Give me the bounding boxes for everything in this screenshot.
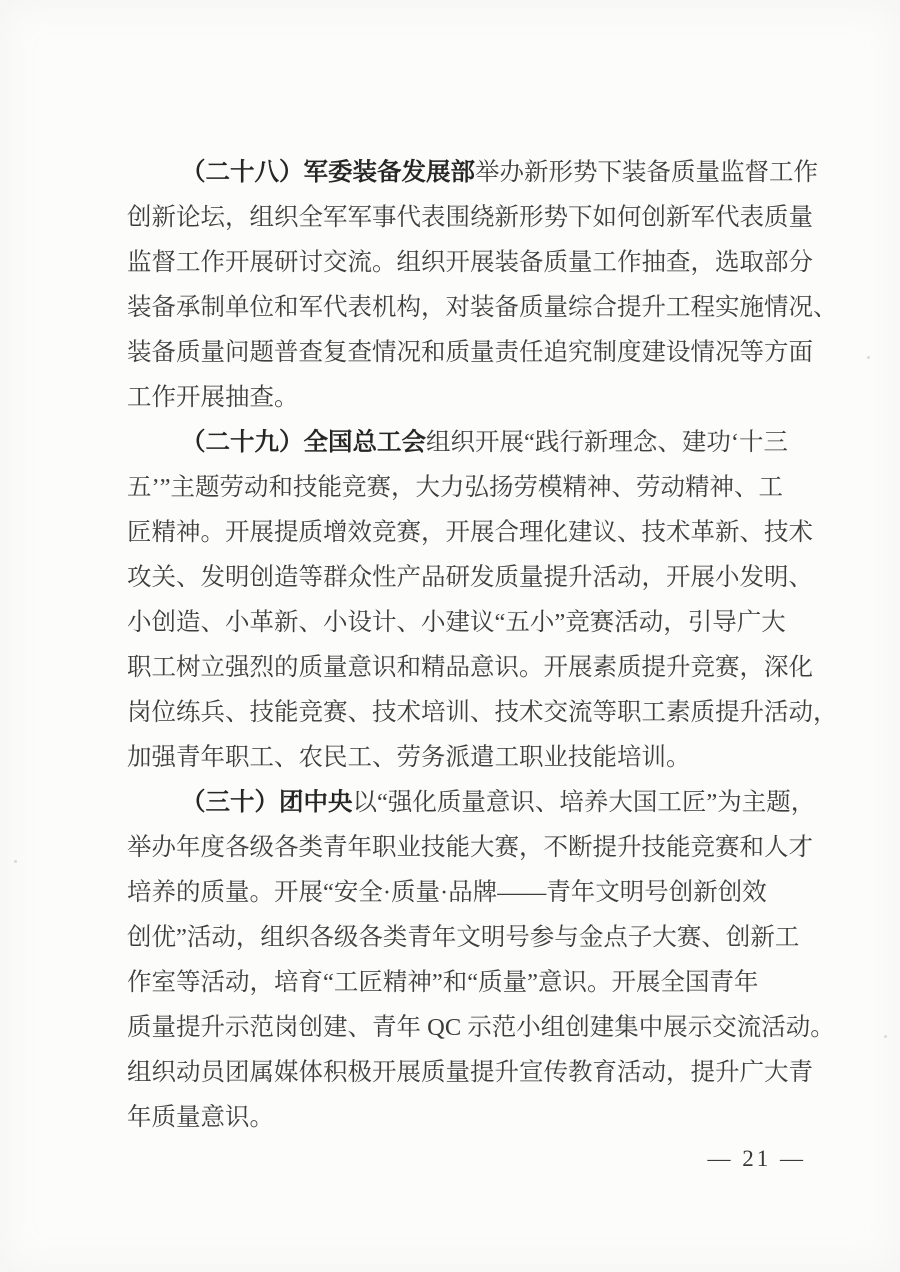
text-line: 创新论坛，组织全军军事代表围绕新形势下如何创新军代表质量 (127, 204, 813, 231)
paragraph-28-heading: （二十八）军委装备发展部 (181, 159, 475, 186)
text-line: 组织动员团属媒体积极开展质量提升宣传教育活动，提升广大青 (127, 1059, 813, 1086)
scan-speck (14, 860, 17, 863)
text-line: 岗位练兵、技能竞赛、技术培训、技术交流等职工素质提升活动， (127, 699, 838, 726)
paragraph-29-text: 组织开展“践行新理念、建功‘十三 (426, 429, 789, 456)
text-line: 培养的质量。开展“安全·质量·品牌——青年文明号创新创效 (127, 879, 767, 906)
text-line: 质量提升示范岗创建、青年 QC 示范小组创建集中展示交流活动。 (127, 1014, 835, 1041)
text-line: 年质量意识。 (127, 1104, 274, 1131)
document-body (127, 150, 838, 1140)
paragraph-28-first-line (127, 150, 819, 195)
text-line: 监督工作开展研讨交流。组织开展装备质量工作抽查，选取部分 (127, 249, 813, 276)
paragraph-30-heading: （三十）团中央 (181, 789, 353, 816)
paragraph-28-text: 举办新形势下装备质量监督工作 (475, 159, 818, 186)
text-line: 小创造、小革新、小设计、小建议“五小”竞赛活动，引导广大 (127, 609, 786, 636)
text-line: 工作开展抽查。 (127, 384, 299, 411)
text-line: 装备承制单位和军代表机构，对装备质量综合提升工程实施情况、 (127, 294, 838, 321)
scan-speck (884, 1035, 887, 1038)
paragraph-30-first-line (127, 780, 819, 825)
text-line: 攻关、发明创造等群众性产品研发质量提升活动，开展小发明、 (127, 564, 813, 591)
text-line: 举办年度各级各类青年职业技能大赛，不断提升技能竞赛和人才 (127, 834, 813, 861)
scan-speck (867, 356, 870, 359)
text-line: 加强青年职工、农民工、劳务派遣工职业技能培训。 (127, 744, 691, 771)
text-line: 五’”主题劳动和技能竞赛，大力弘扬劳模精神、劳动精神、工 (127, 474, 784, 501)
paragraph-29-heading: （二十九）全国总工会 (181, 429, 426, 456)
text-line: 匠精神。开展提质增效竞赛，开展合理化建议、技术革新、技术 (127, 519, 813, 546)
text-line: 职工树立强烈的质量意识和精品意识。开展素质提升竞赛，深化 (127, 654, 813, 681)
text-line: 装备质量问题普查复查情况和质量责任追究制度建设情况等方面 (127, 339, 813, 366)
paragraph-30-text: 以“强化质量意识、培养大国工匠”为主题， (352, 789, 816, 816)
text-line: 作室等活动，培育“工匠精神”和“质量”意识。开展全国青年 (127, 969, 759, 996)
text-line: 创优”活动，组织各级各类青年文明号参与金点子大赛、创新工 (127, 924, 800, 951)
paragraph-29-first-line (127, 420, 819, 465)
page-number: — 21 — (707, 1146, 806, 1171)
